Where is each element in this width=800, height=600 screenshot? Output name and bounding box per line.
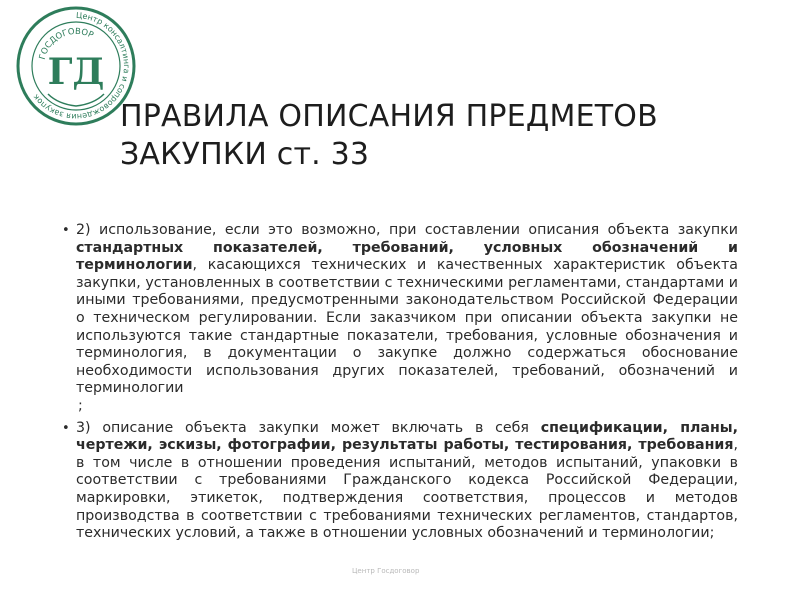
list-item: • 3) описание объекта закупки может включать в себя спецификации, планы, чертежи, эскизы, фотографии, результаты работы, тестирования, требования, в том числе в отношении проведения испытаний, методов испытаний, упаковки в соответствии с требованиями Гражданского кодекса Российской Федерации, маркировки, этикеток, подтверждения соответствия, процессов и методов производства в соответствии с требованиями технических регламентов, стандартов, технических условий, а также в отношении условных обозначений и терминологии; (62, 419, 738, 542)
content-list (62, 222, 738, 547)
title-line-1: ПРАВИЛА ОПИСАНИЯ ПРЕДМЕТОВ (120, 99, 658, 134)
bold-phrase: стандартных показателей, требований, условных обозначений и терминологии (76, 239, 738, 274)
trailing-semicolon: ; (78, 397, 83, 414)
laurel-branch-icon (48, 94, 104, 106)
seal-monogram: ГД (47, 51, 105, 93)
bullet-icon: • (62, 420, 70, 436)
page-title (120, 98, 658, 174)
title-line-2: ЗАКУПКИ ст. 33 (120, 137, 370, 172)
seal-arc-text: ГОСДОГОВОР (37, 26, 95, 61)
list-item: • 2) использование, если это возможно, при составлении описания объекта закупки стандартных показателей, требований, условных обозначений и терминологии, касающихся технических и качественных характеристик объекта закупки, установленных в соответствии с техническими регламентами, стандартами и иными требованиями, предусмотренными законодательством Российской Федерации о техническом регулировании. Если заказчиком при описании объекта закупки не используются такие стандартные показатели, требования, условные обозначения и терминология, в документации о закупке должно содержаться обоснование необходимости использования других показателей, требований, обозначений и терминологии ; (62, 222, 738, 414)
footer-watermark: Центр Госдоговор (352, 567, 420, 575)
seal-ring-text: Центр консалтинга и сопровождения закупок (31, 10, 131, 122)
bullet-icon: • (62, 223, 70, 238)
bold-phrase: спецификации, планы, чертежи, эскизы, фотографии, результаты работы, тестирования, требования (76, 419, 738, 454)
